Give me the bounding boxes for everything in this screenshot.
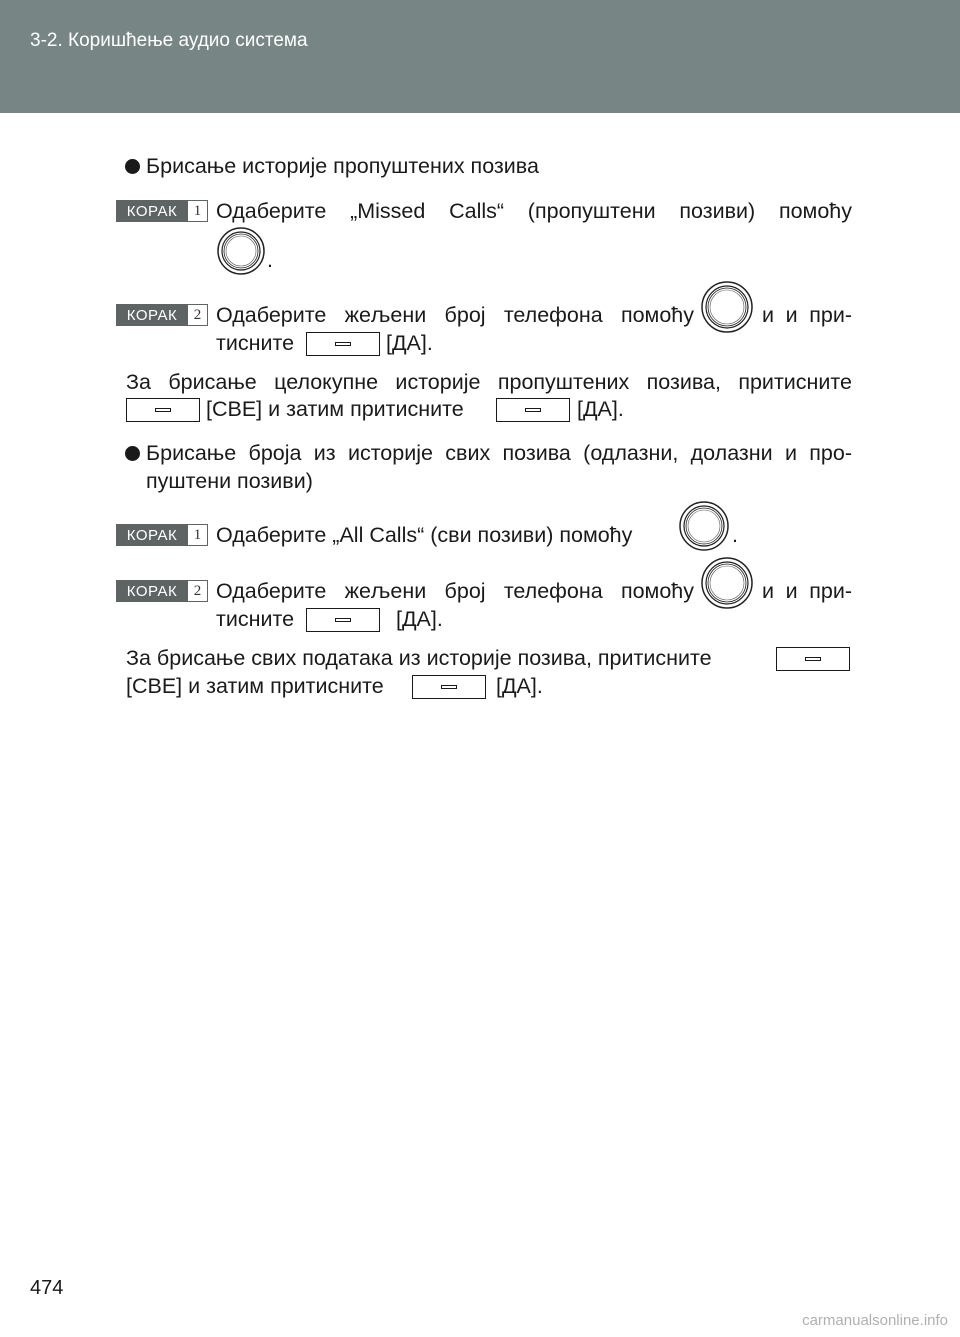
tune-knob-icon (216, 226, 266, 276)
s2-step2-text: Одаберите жељени број телефона помоћу (216, 579, 694, 603)
chapter-header (0, 0, 960, 113)
tune-knob-icon (678, 500, 730, 552)
note1-line1: За брисање целокупне историје пропуштених позива, притисните (126, 370, 852, 394)
screen-button-icon (776, 647, 850, 671)
screen-button-icon (126, 398, 200, 422)
tune-knob-icon (700, 280, 754, 334)
step-badge-1 (116, 200, 208, 222)
step1-text: Одаберите „Missed Calls“ (пропуштени позиви) помоћу (216, 199, 852, 223)
step-number: 1 (188, 524, 208, 546)
step2-text-line2-tail: [ДА]. (386, 331, 433, 355)
step-badge-1 (116, 524, 208, 546)
step-label: КОРАК (116, 304, 188, 326)
screen-button-icon (306, 608, 380, 632)
bullet-icon (125, 446, 140, 461)
note1-line2-tail: [ДА]. (577, 397, 624, 421)
screen-button-icon (412, 675, 486, 699)
step-badge-2 (116, 304, 208, 326)
watermark: carmanualsonline.info (802, 1312, 948, 1329)
tune-knob-icon (700, 556, 754, 610)
step-number: 1 (188, 200, 208, 222)
note2-line2-tail: [ДА]. (496, 674, 543, 698)
step-number: 2 (188, 580, 208, 602)
section2-heading-line2: пуштени позиви) (146, 469, 313, 493)
step-label: КОРАК (116, 200, 188, 222)
note2-line2: [СВЕ] и затим притисните (126, 674, 384, 698)
screen-button-icon (496, 398, 570, 422)
section1-heading: Брисање историје пропуштених позива (146, 154, 539, 178)
s2-step2-line2-tail: [ДА]. (396, 607, 443, 631)
s2-step1-period: . (732, 523, 738, 547)
step-label: КОРАК (116, 524, 188, 546)
step2-text: Одаберите жељени број телефона помоћу (216, 303, 694, 327)
step1-period: . (267, 248, 273, 272)
step-badge-2 (116, 580, 208, 602)
note1-line2: [СВЕ] и затим притисните (206, 397, 464, 421)
step-label: КОРАК (116, 580, 188, 602)
page-number: 474 (30, 1277, 64, 1299)
screen-button-icon (306, 332, 380, 356)
note2-line1: За брисање свих података из историје позива, притисните (126, 646, 712, 670)
s2-step2-text-tail: и и при- (762, 579, 852, 603)
bullet-icon (125, 159, 140, 174)
s2-step1-text: Одаберите „All Calls“ (сви позиви) помоћу (216, 523, 633, 547)
step2-text-tail: и и при- (762, 303, 852, 327)
section2-heading-line1: Брисање броја из историје свих позива (одлазни, долазни и про- (146, 441, 852, 465)
step-number: 2 (188, 304, 208, 326)
chapter-title: 3-2. Коришћење аудио система (30, 30, 308, 51)
s2-step2-line2: тисните (216, 607, 295, 631)
step2-text-line2: тисните (216, 331, 295, 355)
